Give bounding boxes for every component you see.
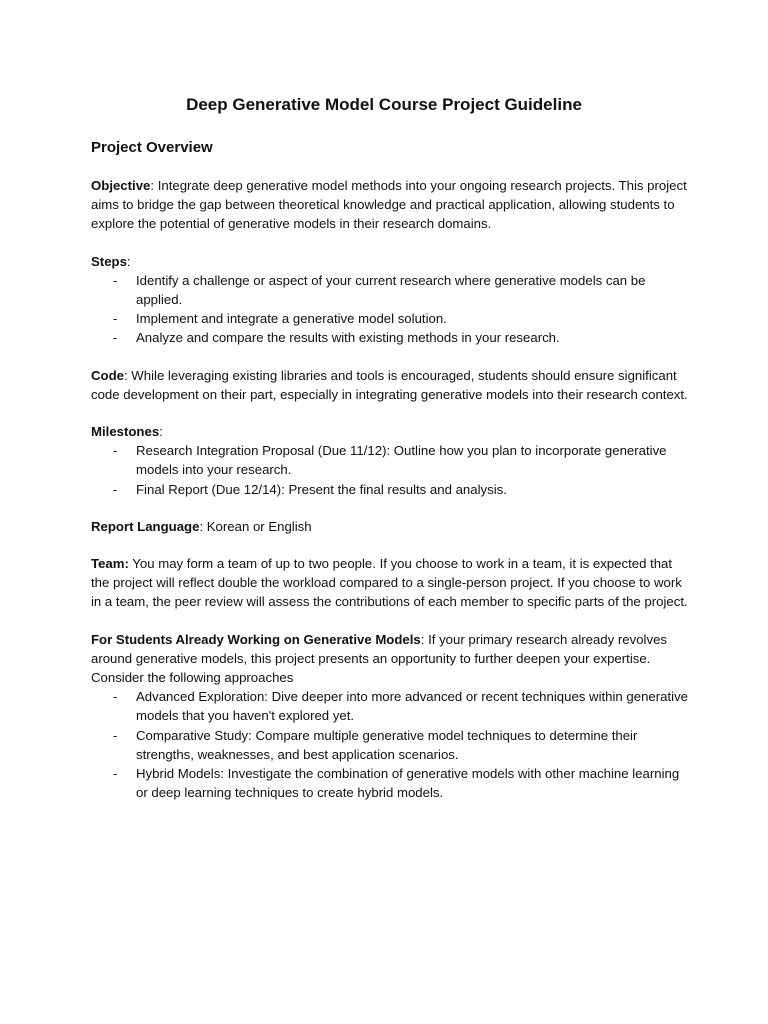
code-label: Code [91, 367, 124, 383]
team-paragraph [91, 554, 691, 612]
steps-label: Steps [91, 253, 127, 269]
list-item-text: Final Report (Due 12/14): Present the final results and analysis. [136, 481, 507, 497]
generative-students-paragraph [91, 630, 691, 688]
list-item [91, 764, 691, 802]
list-item-text: Advanced Exploration: Dive deeper into more advanced or recent techniques within generative models that you haven't explored yet. [136, 689, 689, 724]
report-language-text: : Korean or English [199, 518, 312, 534]
milestones-heading [91, 422, 691, 441]
dash-bullet: - [113, 766, 118, 782]
dash-bullet: - [113, 689, 118, 705]
milestones-label: Milestones [91, 424, 160, 440]
report-language-paragraph [91, 517, 691, 536]
list-item-text: Comparative Study: Compare multiple generative model techniques to determine their strengths, weaknesses, and best application scenarios. [136, 727, 638, 762]
objective-label: Objective [91, 178, 151, 193]
generative-students-label: For Students Already Working on Generative Models [91, 631, 421, 647]
generative-students-text: : If your primary research already revolves around generative models, this project presents an opportunity to further deepen your expertise. Consider the following approaches [91, 631, 668, 686]
dash-bullet: - [113, 727, 118, 743]
report-language-label: Report Language [91, 518, 200, 534]
list-item [91, 271, 691, 309]
list-item-text: Research Integration Proposal (Due 11/12): Outline how you plan to incorporate generative models into your research. [136, 443, 667, 478]
approaches-list [91, 687, 691, 802]
code-paragraph [91, 366, 691, 404]
list-item-text: Identify a challenge or aspect of your current research where generative models can be applied. [136, 272, 646, 308]
list-item [91, 328, 691, 347]
list-item-text: Analyze and compare the results with existing methods in your research. [136, 330, 560, 346]
code-text: : While leveraging existing libraries and tools is encouraged, students should ensure significant code development on their part, especially in integrating generative models into their research context. [91, 367, 688, 402]
team-label: Team: [91, 556, 129, 572]
list-item [91, 441, 691, 479]
document-body [91, 137, 691, 820]
dash-bullet: - [113, 481, 118, 497]
steps-colon: : [126, 253, 131, 269]
list-item [91, 309, 691, 328]
dash-bullet: - [113, 443, 118, 459]
dash-bullet: - [113, 311, 118, 327]
milestones-list [91, 441, 691, 499]
objective-text: : Integrate deep generative model methods into your ongoing research projects. This project aims to bridge the gap between theoretical knowledge and practical application, allowing students to explore the potential of generative models in their research domains. [91, 178, 687, 232]
milestones-colon: : [159, 424, 163, 440]
list-item [91, 480, 691, 499]
document-title: Deep Generative Model Course Project Guideline [186, 95, 582, 114]
team-text: You may form a team of up to two people. If you choose to work in a team, it is expected that the project will reflect double the workload compared to a single-person project. If you choose to work in a team, the peer review will assess the contributions of each member to specific parts of the project. [91, 556, 688, 610]
list-item [91, 726, 691, 764]
steps-heading [91, 252, 691, 271]
steps-list [91, 271, 691, 348]
section-heading: Project Overview [91, 139, 213, 156]
list-item-text: Implement and integrate a generative model solution. [136, 311, 447, 327]
dash-bullet: - [113, 330, 118, 346]
dash-bullet: - [113, 272, 118, 288]
objective-paragraph [91, 176, 691, 234]
list-item [91, 687, 691, 725]
list-item-text: Hybrid Models: Investigate the combination of generative models with other machine learning or deep learning techniques to create hybrid models. [136, 766, 680, 801]
